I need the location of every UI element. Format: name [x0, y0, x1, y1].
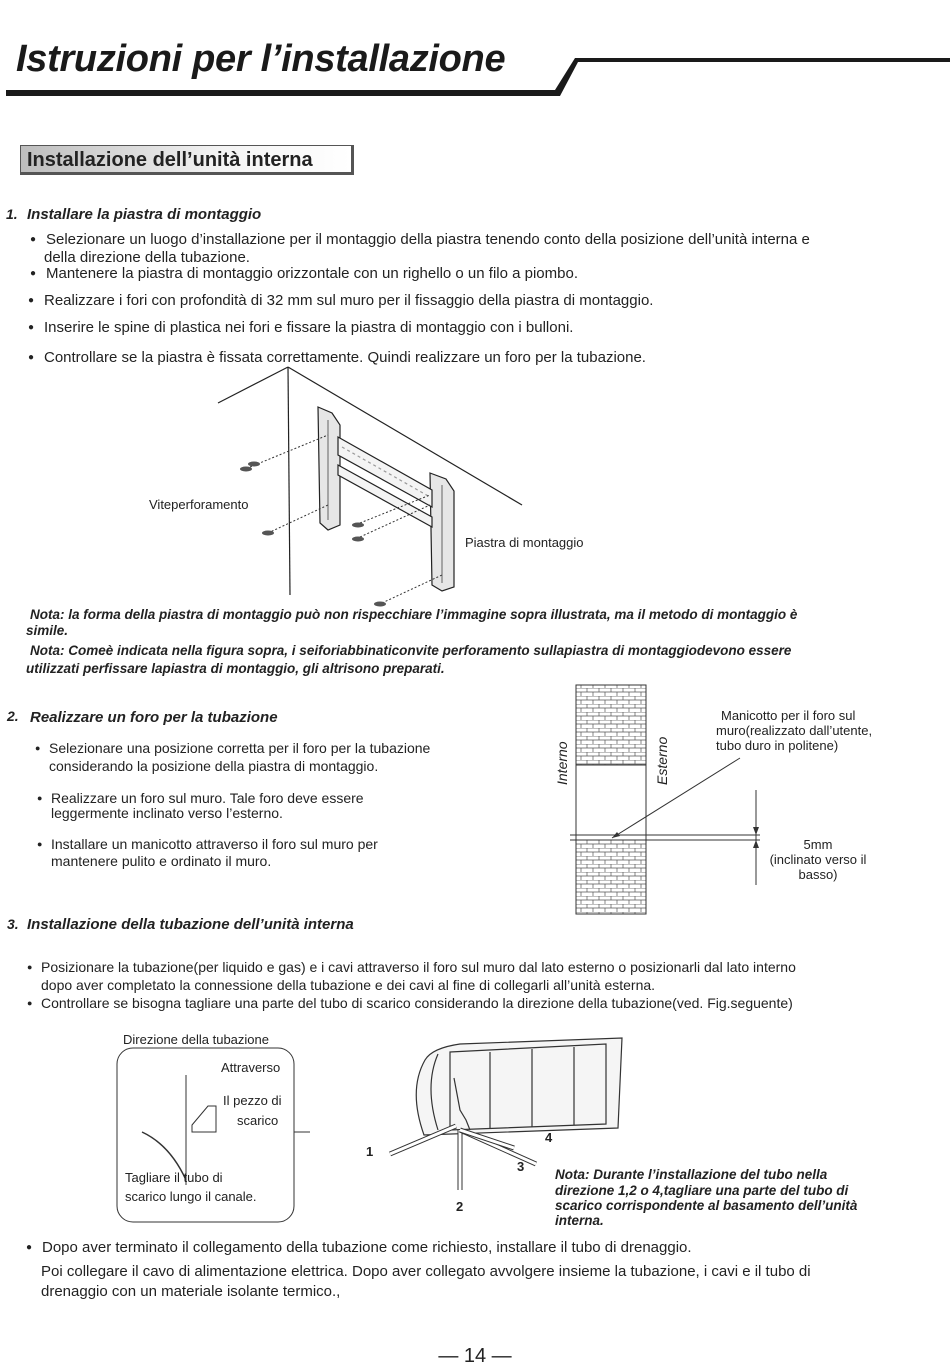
outside-label: Esterno: [654, 736, 670, 785]
step3-note-4: interna.: [555, 1213, 604, 1228]
section-header-text: Installazione dell’unità interna: [27, 149, 313, 171]
through-label: Attraverso: [221, 1060, 281, 1075]
page-title: Istruzioni per l’installazione: [16, 38, 506, 80]
step2-title: Realizzare un foro per la tubazione: [30, 709, 278, 726]
sleeve-label-3: tubo duro in politene): [716, 738, 839, 753]
final-line-2: Poi collegare il cavo di alimentazione elettrica. Dopo aver collegato avvolgere insieme la tubazione, i cavi e il tubo di: [41, 1263, 811, 1280]
step2-bullet-1: ● Selezionare una posizione corretta per il foro per la tubazione: [49, 740, 430, 756]
step1-bullet-3: ● Realizzare i fori con profondità di 32 mm sul muro per il fissaggio della piastra di montaggio.: [44, 293, 653, 309]
cut-label-2: scarico lungo il canale.: [125, 1189, 257, 1204]
note-1-line-2: simile.: [26, 623, 69, 638]
plate-label: Piastra di montaggio: [465, 535, 584, 550]
final-line-3: drenaggio con un materiale isolante termico.,: [41, 1283, 341, 1300]
slope-label-3: basso): [798, 867, 838, 882]
step2-bullet-2: ● Realizzare un foro sul muro. Tale foro deve essere: [51, 790, 364, 806]
direction-1-label: 1: [366, 1144, 374, 1159]
title-underline: [0, 50, 950, 100]
drain-piece-label-1: Il pezzo di: [223, 1093, 282, 1108]
slope-label-2: (inclinato verso il: [769, 852, 867, 867]
step3-note-2: direzione 1,2 o 4,tagliare una parte del tubo di: [555, 1183, 849, 1198]
step1-number: 1.: [6, 206, 18, 222]
section-header: [20, 145, 354, 175]
step3-bullet-1-cont: dopo aver completato la connessione della tubazione e dei cavi al fine di collegarli all’unità esterna.: [41, 977, 656, 993]
step1-bullet-4: ● Inserire le spine di plastica nei fori e fissare la piastra di montaggio con i bulloni.: [44, 320, 573, 336]
step3-bullet-2: ● Controllare se bisogna tagliare una parte del tubo di scarico considerando la direzione della tubazione(ved. Fig.seguente): [41, 995, 793, 1011]
direction-4-label: 4: [545, 1130, 553, 1145]
note-2-line-2: utilizzati perfissare lapiastra di montaggio, gli altrisono preparati.: [26, 661, 445, 676]
step1-bullet-5: ● Controllare se la piastra è fissata correttamente. Quindi realizzare un foro per la tubazione.: [44, 350, 646, 366]
direction-3-label: 3: [517, 1159, 525, 1174]
final-bullet: ● Dopo aver terminato il collegamento della tubazione come richiesto, installare il tubo di drenaggio.: [42, 1240, 692, 1256]
step2-number: 2.: [7, 708, 19, 724]
step2-bullet-2-cont: leggermente inclinato verso l’esterno.: [51, 805, 283, 821]
slope-label-1: 5mm: [803, 837, 833, 852]
sleeve-label-2: muro(realizzato dall’utente,: [716, 723, 873, 738]
step1-bullet-1-cont: della direzione della tubazione.: [44, 249, 250, 266]
step2-bullet-1-cont: considerando la posizione della piastra di montaggio.: [49, 758, 379, 774]
step1-bullet-2: ● Mantenere la piastra di montaggio orizzontale con un righello o un filo a piombo.: [46, 266, 578, 282]
inside-label: Interno: [554, 741, 570, 785]
step3-note-1: Nota: Durante l’installazione del tubo nella: [555, 1167, 828, 1182]
screw-label: Viteperforamento: [149, 497, 249, 512]
step2-bullet-3: ● Installare un manicotto attraverso il foro sul muro per: [51, 836, 378, 852]
drain-piece-label-2: scarico: [237, 1113, 279, 1128]
step2-bullet-3-cont: mantenere pulito e ordinato il muro.: [51, 853, 272, 869]
page-number: — 14 —: [438, 1345, 512, 1367]
direction-2-label: 2: [456, 1199, 464, 1214]
sleeve-label-1: Manicotto per il foro sul: [721, 708, 856, 723]
direction-label: Direzione della tubazione: [123, 1032, 269, 1047]
step3-title: Installazione della tubazione dell’unità interna: [27, 916, 354, 933]
step3-note-3: scarico corrispondente al basamento dell’unità: [555, 1198, 858, 1213]
cut-label-1: Tagliare il tubo di: [125, 1170, 223, 1185]
mounting-plate-figure: [210, 365, 540, 615]
note-2-line-1: Nota: Comeè indicata nella figura sopra, i seiforiabbinaticonvite perforamento sullapiastra di montaggiodevono essere: [30, 643, 792, 658]
step3-bullet-1: ● Posizionare la tubazione(per liquido e gas) e i cavi attraverso il foro sul muro dal lato esterno o posizionarli dal lato interno: [41, 959, 796, 975]
step3-number: 3.: [7, 916, 19, 932]
step1-bullet-1: ● Selezionare un luogo d’installazione per il montaggio della piastra tenendo conto della posizione dell’unità interna e: [46, 232, 810, 248]
step1-title: Installare la piastra di montaggio: [27, 206, 262, 223]
note-1-line-1: Nota: la forma della piastra di montaggio può non rispecchiare l’immagine sopra illustrata, ma il metodo di montaggio è: [30, 607, 798, 622]
